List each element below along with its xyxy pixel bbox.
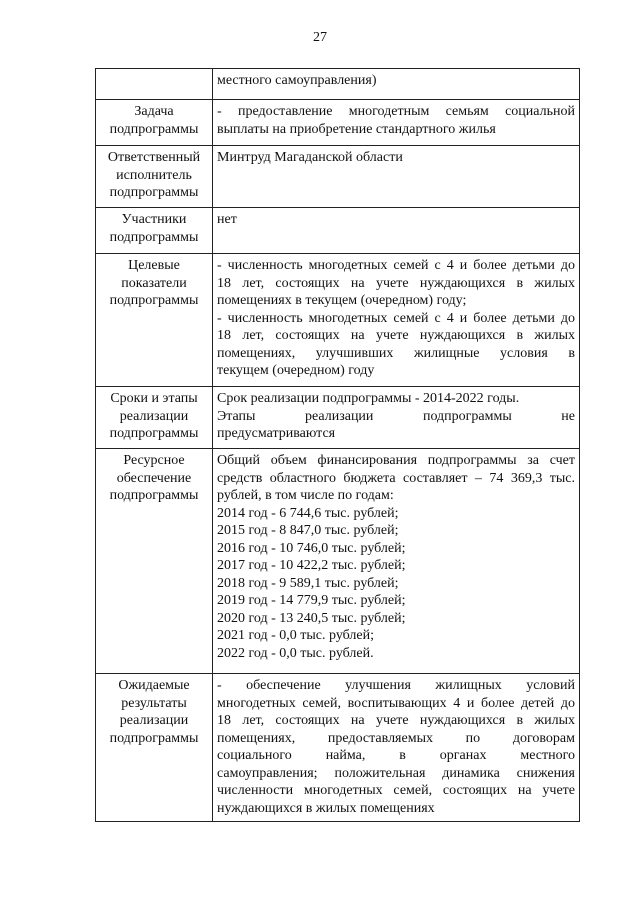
value-line: Общий объем финансирования подпрограммы за счет — [217, 453, 575, 468]
value-line: численности многодетных семей, состоящих на учете — [217, 783, 575, 798]
row-value — [213, 254, 580, 387]
value-line: 2014 год - 6 744,6 тыс. рублей; — [217, 505, 399, 521]
value-line: рублей, в том числе по годам: — [217, 488, 394, 503]
table-row-target-indicators — [96, 254, 580, 387]
value-line: Минтруд Магаданской области — [217, 150, 403, 165]
value-line: 18 лет, состоящих на учете нуждающихся в жилых — [217, 275, 575, 291]
value-line: нуждающихся в жилых помещениях — [217, 800, 435, 816]
table-row-task — [96, 100, 580, 146]
value-line: помещениях, улучшивших жилищные условия в — [217, 345, 575, 361]
value-line: помещениях в текущем (очередном) году; — [217, 293, 467, 308]
value-line: - численность многодетных семей с 4 и более детьми до — [217, 310, 575, 326]
row-label: Участники подпрограммы — [96, 208, 213, 254]
row-label: Задача подпрограммы — [96, 100, 213, 146]
value-line: 2022 год - 0,0 тыс. рублей. — [217, 645, 374, 661]
table-row-expected-results — [96, 674, 580, 822]
value-line: 2019 год - 14 779,9 тыс. рублей; — [217, 593, 406, 608]
row-value — [213, 100, 580, 146]
row-value — [213, 69, 580, 100]
row-label: Сроки и этапы реализации подпрограммы — [96, 387, 213, 449]
value-line: средств областного бюджета составляет – 74 369,3 тыс. — [217, 470, 575, 486]
table-row-participants — [96, 208, 580, 254]
value-line: 2018 год - 9 589,1 тыс. рублей; — [217, 575, 399, 591]
row-label-empty — [96, 69, 213, 100]
page-number: 27 — [313, 30, 327, 45]
value-line: текущем (очередном) году — [217, 363, 375, 378]
value-line: 2021 год - 0,0 тыс. рублей; — [217, 628, 375, 643]
value-line: 2020 год - 13 240,5 тыс. рублей; — [217, 610, 406, 626]
row-value — [213, 674, 580, 822]
value-line: нет — [217, 212, 237, 227]
value-line: 2017 год - 10 422,2 тыс. рублей; — [217, 558, 406, 573]
value-line: - численность многодетных семей с 4 и более детьми до — [217, 258, 575, 273]
subprogram-passport-table — [95, 68, 580, 822]
value-line: 2015 год - 8 847,0 тыс. рублей; — [217, 523, 399, 538]
value-line: Этапы реализации подпрограммы не — [217, 408, 575, 424]
value-line: предусматриваются — [217, 426, 336, 441]
row-value — [213, 208, 580, 254]
value-line: 18 лет, состоящих на учете нуждающихся в жилых — [217, 328, 575, 343]
row-label: Целевые показатели подпрограммы — [96, 254, 213, 387]
value-line: помещениях, предоставляемых по договорам — [217, 730, 575, 746]
row-value — [213, 146, 580, 208]
value-line: многодетных семей, воспитывающих 4 и более детей до — [217, 695, 575, 711]
value-line: социального найма, в органах местного — [217, 748, 575, 763]
table-row-timeline — [96, 387, 580, 449]
value-line: - предоставление многодетным семьям социальной — [217, 104, 575, 119]
value-line: 2016 год - 10 746,0 тыс. рублей; — [217, 540, 406, 556]
value-line: - обеспечение улучшения жилищных условий — [217, 678, 575, 693]
row-value — [213, 449, 580, 674]
row-label: Ресурсное обеспечение подпрограммы — [96, 449, 213, 674]
row-label: Ответственный исполнитель подпрограммы — [96, 146, 213, 208]
table-row-continuation — [96, 69, 580, 100]
table-row-responsible — [96, 146, 580, 208]
value-line: 18 лет, состоящих на учете нуждающихся в жилых — [217, 713, 575, 728]
value-line: выплаты на приобретение стандартного жилья — [217, 121, 496, 137]
row-label: Ожидаемые результаты реализации подпрограммы — [96, 674, 213, 822]
value-line: самоуправления; положительная динамика снижения — [217, 765, 575, 781]
value-line: Срок реализации подпрограммы - 2014-2022 годы. — [217, 391, 520, 406]
value-line: местного самоуправления) — [217, 73, 377, 88]
table-row-funding — [96, 449, 580, 674]
row-value — [213, 387, 580, 449]
